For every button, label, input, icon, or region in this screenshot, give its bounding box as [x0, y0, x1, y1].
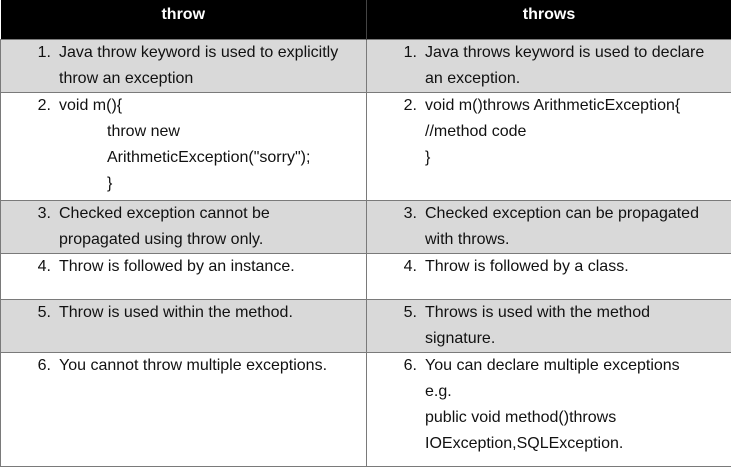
cell-text: an exception. [425, 66, 731, 92]
item-number: 5. [1, 300, 59, 326]
cell-text: Java throw keyword is used to explicitly [59, 40, 366, 66]
cell-text: Throw is followed by an instance. [59, 254, 366, 280]
header-row [1, 0, 731, 39]
cell-text: Checked exception can be propagated [425, 201, 731, 227]
cell-text: Java throws keyword is used to declare [425, 40, 731, 66]
cell-text: Throw is used within the method. [59, 300, 366, 326]
item-number: 3. [1, 201, 59, 253]
item-number: 1. [1, 40, 59, 92]
item-number: 2. [1, 93, 59, 197]
cell-text: You cannot throw multiple exceptions. [59, 353, 366, 379]
item-number: 6. [1, 353, 59, 379]
throw-cell [1, 92, 367, 200]
item-number: 2. [367, 93, 425, 171]
header-throws: throws [367, 0, 731, 39]
item-number: 3. [367, 201, 425, 253]
item-number: 4. [367, 254, 425, 280]
cell-text: IOException,SQLException. [425, 431, 731, 457]
throws-cell [367, 253, 731, 299]
cell-text: throw an exception [59, 66, 366, 92]
code-line: void m(){ [59, 93, 366, 119]
cell-text: e.g. [425, 379, 731, 405]
throws-cell [367, 200, 731, 253]
throw-cell [1, 39, 367, 92]
throws-cell [367, 352, 731, 466]
code-line: ArithmeticException("sorry"); [59, 145, 366, 171]
item-number: 6. [367, 353, 425, 457]
cell-text: Throws is used with the method [425, 300, 731, 326]
throw-cell [1, 299, 367, 352]
table-row [1, 39, 731, 92]
table-row [1, 352, 731, 466]
cell-text: You can declare multiple exceptions [425, 353, 731, 379]
table-row [1, 253, 731, 299]
table-row [1, 299, 731, 352]
item-number: 1. [367, 40, 425, 92]
throw-cell [1, 253, 367, 299]
item-number: 4. [1, 254, 59, 280]
throws-cell [367, 39, 731, 92]
throws-cell [367, 92, 731, 200]
item-number: 5. [367, 300, 425, 352]
throws-cell [367, 299, 731, 352]
code-line: } [59, 171, 366, 197]
throw-cell [1, 352, 367, 466]
cell-text: signature. [425, 326, 731, 352]
table-row [1, 92, 731, 200]
code-line: } [425, 145, 731, 171]
code-line: void m()throws ArithmeticException{ [425, 93, 731, 119]
cell-text: Checked exception cannot be [59, 201, 366, 227]
throw-cell [1, 200, 367, 253]
table-row [1, 200, 731, 253]
cell-text: with throws. [425, 227, 731, 253]
cell-text: public void method()throws [425, 405, 731, 431]
code-line: throw new [59, 119, 366, 145]
cell-text: propagated using throw only. [59, 227, 366, 253]
header-throw: throw [1, 0, 367, 39]
code-line: //method code [425, 119, 731, 145]
cell-text: Throw is followed by a class. [425, 254, 731, 280]
